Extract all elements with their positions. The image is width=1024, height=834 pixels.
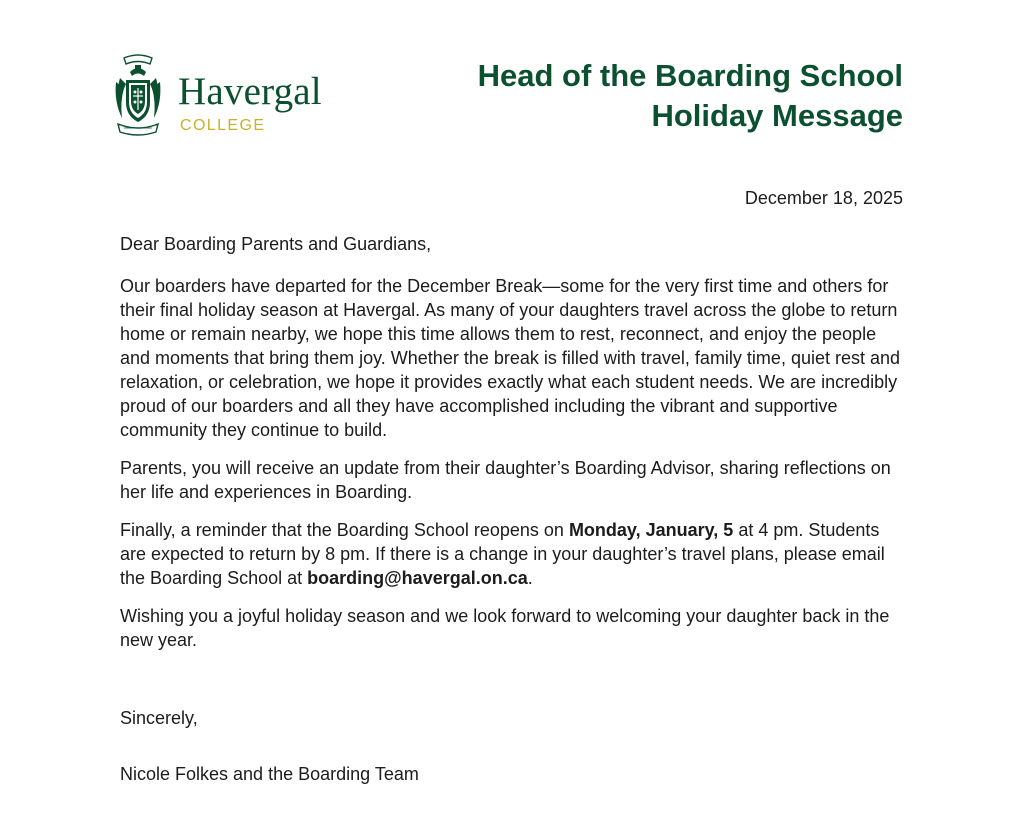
paragraph-3-intro: Finally, a reminder that the Boarding School reopens on [120, 520, 569, 540]
paragraph-4: Wishing you a joyful holiday season and we look forward to welcoming your daughter back in the new year. [120, 606, 890, 650]
closing: Sincerely, [120, 708, 198, 728]
paragraph-3-middle: at 4 pm. Students are expected to return by 8 pm. If there is a change in your daughter’s travel plans, please email the Boarding School at [120, 520, 885, 588]
havergal-logo [112, 52, 352, 138]
reopen-date: Monday, January, 5 [568, 520, 734, 540]
paragraph-2: Parents, you will receive an update from their daughter’s Boarding Advisor, sharing reflections on her life and experiences in Boarding. [120, 458, 891, 502]
greeting: Dear Boarding Parents and Guardians, [120, 234, 432, 254]
title-line-2: Holiday Message [651, 98, 903, 133]
paragraph-1: Our boarders have departed for the December Break—some for the very first time and others for their final holiday season at Havergal. As many of your daughters travel across the globe to return home or remain nearby, we hope this time allows them to rest, reconnect, and enjoy the people and moments that bring them joy. Whether the break is filled with travel, family time, quiet rest and relaxation, or celebration, we hope it provides exactly what each student needs. We are incredibly proud of our boarders and all they have accomplished including the vibrant and supportive community they continue to build. [120, 276, 901, 440]
title-line-1: Head of the Boarding School [477, 58, 903, 93]
letter-date: December 18, 2025 [744, 188, 903, 208]
letter-body [120, 232, 910, 666]
signature: Nicole Folkes and the Boarding Team [120, 764, 419, 784]
page-title [478, 56, 903, 136]
paragraph-3-end: . [527, 568, 533, 588]
boarding-email: boarding@havergal.on.ca [307, 568, 528, 588]
logo-subtitle: COLLEGE [180, 117, 266, 134]
crest-icon [112, 52, 164, 136]
paragraph-3 [120, 518, 910, 590]
logo-wordmark: Havergal [178, 70, 322, 113]
